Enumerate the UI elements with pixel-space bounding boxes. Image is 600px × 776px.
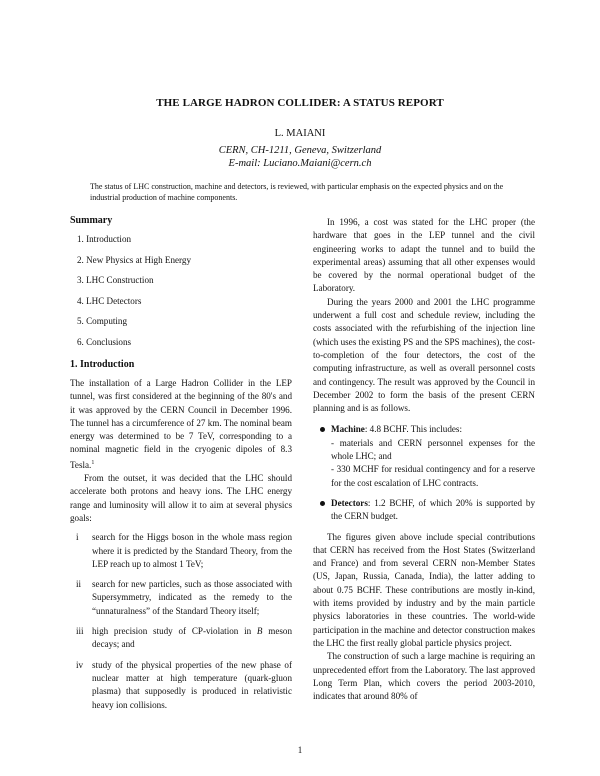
author-name: L. MAIANI: [274, 128, 326, 139]
bullet-item-machine: Machine: 4.8 BCHF. This includes: - materials and CERN personnel expenses for the whole LHC; and - 330 MCHF for residual contingency and for a reserve for the cost escalation of LHC contracts.: [313, 423, 535, 489]
cost-paragraph-2: During the years 2000 and 2001 the LHC programme underwent a full cost and schedule review, including the costs associated with the refurbishing of the injection line (which uses the existing PS and the SPS machines), the cost-to-completion of the four detectors, the cost of the computing infrastructure, as well as overall personnel costs and contingency. The result was approved by the Council in December 2002 to form the basis of the present CERN planning and is as follows.: [313, 296, 535, 414]
goal-item: iii high precision study of CP-violation in B meson decays; and: [76, 626, 292, 650]
goal-item: i search for the Higgs boson in the whole mass region where it is predicted by the Standard Theory, from the LEP reach up to almost 1 TeV;: [76, 532, 292, 569]
summary-heading: Summary: [70, 215, 113, 226]
summary-item: 1. Introduction: [77, 234, 132, 244]
author-email: E-mail: Luciano.Maiani@cern.ch: [228, 158, 372, 169]
page-number: 1: [297, 745, 303, 755]
goal-item: ii search for new particles, such as those associated with Supersymmetry, indicated as the remedy to the “unnaturalness” of the Standard Theory itself;: [76, 579, 292, 616]
introduction-heading: 1. Introduction: [70, 358, 135, 370]
summary-item: 3. LHC Construction: [77, 275, 154, 286]
author-affiliation: CERN, CH-1211, Geneva, Switzerland: [218, 145, 382, 156]
bullet-icon: [320, 501, 325, 506]
summary-item: 2. New Physics at High Energy: [77, 254, 191, 265]
goal-item: iv study of the physical properties of the new phase of nuclear matter at high temperature (quark-gluon plasma) that supposedly is produced in relativistic heavy ion collisions.: [76, 659, 292, 710]
cost-paragraph-3: The figures given above include special contributions that CERN has received from the Host States (Switzerland and France) and from several CERN non-Member States (US, Japan, Russia, Canada, India), the latter adding to about 0.75 BCHF. These contributions are mostly in-kind, with items provided by industry and by the main particle physics laboratories in these countries. The world-wide participation in the machine and detector construction makes the LHC the first really global particle physics project.: [313, 531, 535, 648]
bullet-item-detectors: Detectors: 1.2 BCHF, of which 20% is supported by the CERN budget.: [313, 497, 535, 524]
cost-paragraph-1: In 1996, a cost was stated for the LHC proper (the hardware that goes in the LEP tunnel and the civil engineering works to adapt the tunnel and to build the experimental areas) assuming that all other expenses would be covered by the normal operational budget of the Laboratory.: [313, 217, 535, 294]
bullet-icon: [320, 427, 325, 432]
left-column: [70, 210, 292, 719]
footnote-mark: 1: [91, 459, 95, 466]
abstract: The status of LHC construction, machine and detectors, is reviewed, with particular emphasis on the expected physics and on the industrial production of machine components.: [90, 182, 504, 202]
summary-item: 4. LHC Detectors: [77, 295, 142, 306]
summary-list: [77, 233, 292, 348]
paper-title: THE LARGE HADRON COLLIDER: A STATUS REPORT: [156, 97, 444, 109]
right-column: [313, 216, 535, 703]
physics-goals-list: [70, 531, 292, 712]
summary-item: 6. Conclusions: [77, 336, 132, 347]
intro-paragraph-1: The installation of a Large Hadron Collider in the LEP tunnel, was first considered at the beginning of the 80's and it was approved by the CERN Council in December 1996. The tunnel has a circumference of 27 km. The nominal beam energy was determined to be 7 TeV, corresponding to a nominal magnetic field in the cryogenic dipoles of 8.3 Tesla.$^1$: [70, 377, 292, 470]
cost-paragraph-4: The construction of such a large machine is requiring an unprecedented effort from the Laboratory. The last approved Long Term Plan, which covers the period 2003-2010, indicates that around 80% of: [313, 651, 535, 702]
summary-item: 5. Computing: [77, 316, 128, 327]
intro-paragraph-2: From the outset, it was decided that the LHC should accelerate both protons and heavy ions. The LHC energy range and luminosity will allow it to aim at several physics goals:: [70, 473, 292, 523]
cost-bullet-list: [313, 423, 535, 523]
